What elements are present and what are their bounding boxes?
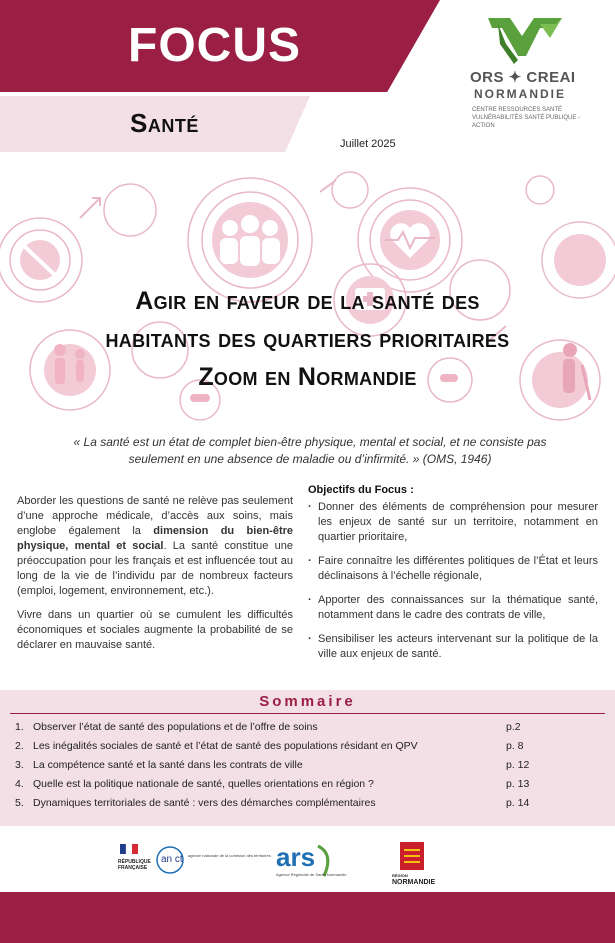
toc-item-4[interactable]	[15, 778, 600, 794]
toc-label: Observer l’état de santé des populations et de l’offre de soins	[33, 721, 318, 733]
intro-p1-bold: dimension du bien-être physique, mental et social	[17, 525, 294, 552]
toc-page: p. 8	[506, 740, 524, 752]
anct-subtext: agence nationale de la cohésion des territoires	[188, 853, 271, 858]
region-text-1: RÉGION	[392, 873, 408, 878]
toc-number: 2.	[15, 740, 24, 752]
anct-logo-icon	[157, 847, 271, 873]
logo-text-tagline: CENTRE RESSOURCES SANTÉ VULNÉRABILITÉS SANTÉ PUBLIQUE - ACTION	[472, 107, 581, 129]
rf-text-1: RÉPUBLIQUE	[118, 859, 151, 865]
toc-number: 1.	[15, 721, 24, 733]
sommaire-divider	[10, 713, 605, 714]
objective-item: · Apporter des connaissances sur la thématique santé, notamment dans le cadre des contrats de ville,	[308, 593, 598, 623]
intro-p1-end: . La santé constitue une préoccupation pour les français et est influencée tout au long de la vie de l’individu par de nombreux facteurs (emploi, logement, environnement, etc.).	[17, 540, 293, 597]
objective-item: · Donner des éléments de compréhension pour mesurer les enjeux de santé sur un territoire, notamment en quartier prioritaire,	[308, 500, 598, 545]
publication-date: Juillet 2025	[340, 138, 396, 150]
intro-paragraph-2: Vivre dans un quartier où se cumulent les difficultés économiques et sociales augmente la probabilité de se déclarer en mauvaise santé.	[17, 609, 293, 651]
toc-page: p. 13	[506, 778, 530, 790]
toc-label: La compétence santé et la santé dans les contrats de ville	[33, 759, 303, 771]
intro-paragraph-1	[17, 494, 293, 599]
sommaire-title: Sommaire	[259, 693, 356, 710]
toc-item-2[interactable]	[15, 740, 600, 756]
objective-item: · Sensibiliser les acteurs intervenant sur la politique de la ville aux enjeux de santé.	[308, 632, 598, 662]
toc-label: Quelle est la politique nationale de santé, quelles orientations en région ?	[33, 778, 374, 790]
toc-item-3[interactable]	[15, 759, 600, 775]
toc-page: p.2	[506, 721, 521, 733]
intro-text	[17, 494, 293, 662]
toc-number: 3.	[15, 759, 24, 771]
toc-item-1[interactable]	[15, 721, 600, 737]
title-line-1: Agir en faveur de la santé des	[135, 287, 480, 315]
toc-number: 5.	[15, 797, 24, 809]
toc-page: p. 12	[506, 759, 530, 771]
rf-text-2: FRANÇAISE	[118, 865, 148, 871]
toc-number: 4.	[15, 778, 24, 790]
footer-band	[0, 892, 615, 943]
anct-text: an ct	[161, 854, 183, 865]
logo-text-normandie: NORMANDIE	[474, 87, 566, 101]
ars-text: ars	[276, 842, 316, 872]
objective-item: · Faire connaître les différentes politiques de l’État et leurs déclinaisons à l’échelle régionale,	[308, 554, 598, 584]
main-title	[0, 282, 615, 396]
region-normandie-logo-icon	[392, 842, 435, 886]
title-line-3: Zoom en Normandie	[198, 363, 417, 391]
region-text-2: NORMANDIE	[392, 879, 436, 886]
objectives-list	[308, 500, 598, 671]
title-line-2: habitants des quartiers prioritaires	[105, 325, 510, 353]
theme-label: Santé	[130, 108, 199, 138]
partner-logos	[0, 836, 615, 892]
toc-label: Dynamiques territoriales de santé : vers des démarches complémentaires	[33, 797, 376, 809]
focus-title: FOCUS	[128, 19, 301, 72]
ars-subtext: Agence Régionale de Santé Normandie	[276, 872, 347, 877]
toc-label: Les inégalités sociales de santé et l’état de santé des populations résidant en QPV	[33, 740, 418, 752]
intro-p1-start: Aborder les questions de santé ne relève pas seulement d’une approche médicale, d’accès aux soins, mais englobe également la	[17, 495, 293, 537]
republique-francaise-logo-icon	[118, 844, 151, 871]
who-quote: « La santé est un état de complet bien-être physique, mental et social, et ne consiste pas seulement en une absence de maladie ou d’infirmité. » (OMS, 1946)	[73, 435, 547, 466]
objectives-title: Objectifs du Focus :	[308, 484, 414, 496]
toc-page: p. 14	[506, 797, 530, 809]
ars-logo-icon	[276, 842, 347, 877]
logo-text-ors-creai: ORS ✦ CREAI	[470, 69, 576, 86]
toc-item-5[interactable]	[15, 797, 600, 813]
